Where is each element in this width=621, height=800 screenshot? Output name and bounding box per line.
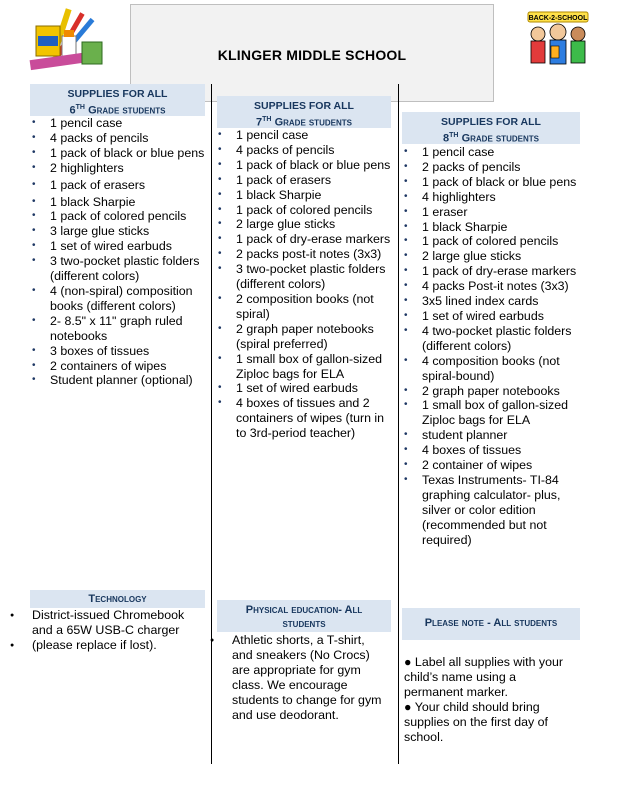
seventh-grade-supply-list bbox=[216, 128, 394, 441]
list-item: • 1 pack of dry-erase markers bbox=[402, 264, 584, 279]
list-item: • 1 black Sharpie bbox=[30, 195, 208, 210]
list-item: • 2 composition books (not spiral) bbox=[216, 292, 394, 322]
list-item: • 1 pack of black or blue pens bbox=[216, 158, 394, 173]
list-item: • 1 black Sharpie bbox=[216, 188, 394, 203]
list-item: • 2 containers of wipes bbox=[30, 359, 208, 374]
list-item: • 1 pack of colored pencils bbox=[216, 203, 394, 218]
list-item: • 2 container of wipes bbox=[402, 458, 584, 473]
column-divider-right bbox=[398, 84, 399, 764]
list-item: • Texas Instruments- TI-84 graphing calculator- plus, silver or color edition (recommended but not required) bbox=[402, 473, 584, 548]
list-item: • 2 packs post-it notes (3x3) bbox=[216, 247, 394, 262]
list-item: • 1 pack of black or blue pens bbox=[402, 175, 584, 190]
list-item: • 1 pack of erasers bbox=[30, 178, 208, 193]
technology-list bbox=[10, 608, 206, 653]
list-item: • 3x5 lined index cards bbox=[402, 294, 584, 309]
list-item: • 4 composition books (not spiral-bound) bbox=[402, 354, 584, 384]
list-item: • 4 boxes of tissues and 2 containers of wipes (turn in to 3rd-period teacher) bbox=[216, 396, 394, 441]
list-item: • 4 highlighters bbox=[402, 190, 584, 205]
list-item: • student planner bbox=[402, 428, 584, 443]
list-item: • 4 two-pocket plastic folders (different colors) bbox=[402, 324, 584, 354]
list-item: • 1 pack of erasers bbox=[216, 173, 394, 188]
note-line: ● Label all supplies with your child’s name using a permanent marker. bbox=[404, 655, 564, 699]
list-item: • 2 packs of pencils bbox=[402, 160, 584, 175]
pe-list bbox=[210, 633, 386, 722]
list-item: • 1 pack of dry-erase markers bbox=[216, 232, 394, 247]
list-item: ● (please replace if lost). bbox=[10, 638, 206, 653]
list-item: • 1 pencil case bbox=[30, 116, 208, 131]
list-item: • 1 set of wired earbuds bbox=[30, 239, 208, 254]
list-item: • 3 two-pocket plastic folders (different colors) bbox=[216, 262, 394, 292]
list-item: • 1 pack of black or blue pens bbox=[30, 146, 208, 161]
list-item: • 2- 8.5" x 11" graph ruled notebooks bbox=[30, 314, 208, 344]
please-note-text bbox=[404, 655, 576, 745]
list-item: • Student planner (optional) bbox=[30, 373, 208, 388]
eighth-grade-header-line1: SUPPLIES FOR ALL bbox=[441, 116, 541, 128]
list-item: • 1 small box of gallon-sized Ziploc bags for ELA bbox=[402, 398, 584, 428]
list-item: • 2 large glue sticks bbox=[402, 249, 584, 264]
eighth-grade-header bbox=[402, 112, 580, 144]
list-item: • 4 packs of pencils bbox=[216, 143, 394, 158]
seventh-grade-header bbox=[217, 96, 391, 128]
pe-header: Physical education- All students bbox=[217, 600, 391, 632]
list-item: • 2 graph paper notebooks (spiral preferred) bbox=[216, 322, 394, 352]
list-item: • 3 two-pocket plastic folders (different colors) bbox=[30, 254, 208, 284]
eighth-grade-header-line2: 8TH Grade students bbox=[443, 132, 539, 145]
list-item: • 4 (non-spiral) composition books (different colors) bbox=[30, 284, 208, 314]
school-supplies-clipart bbox=[28, 6, 106, 74]
list-item: • 1 set of wired earbuds bbox=[216, 381, 394, 396]
list-item: • 1 pencil case bbox=[402, 145, 584, 160]
list-item: • 2 highlighters bbox=[30, 161, 208, 176]
list-item: • 1 pack of colored pencils bbox=[30, 209, 208, 224]
sixth-grade-header-line2: 6TH Grade students bbox=[69, 104, 166, 117]
seventh-grade-header-line1: SUPPLIES FOR ALL bbox=[254, 100, 354, 112]
list-item: • 4 packs Post-it notes (3x3) bbox=[402, 279, 584, 294]
list-item: • 1 pencil case bbox=[216, 128, 394, 143]
sixth-grade-supply-list bbox=[30, 116, 208, 388]
list-item: ● District-issued Chromebook and a 65W USB-C charger bbox=[10, 608, 206, 638]
school-title: KLINGER MIDDLE SCHOOL bbox=[217, 47, 407, 63]
back-to-school-banner: BACK-2-SCHOOL bbox=[528, 15, 588, 22]
list-item: • 1 eraser bbox=[402, 205, 584, 220]
sixth-grade-header bbox=[30, 84, 205, 116]
list-item: ● Athletic shorts, a T-shirt, and sneakers (No Crocs) are appropriate for gym class. We encourage students to change for gym and use deodorant. bbox=[210, 633, 386, 722]
list-item: • 1 set of wired earbuds bbox=[402, 309, 584, 324]
please-note-header: Please note - All students bbox=[402, 608, 580, 640]
eighth-grade-supply-list bbox=[402, 145, 584, 547]
technology-header: Technology bbox=[30, 590, 205, 608]
list-item: • 1 small box of gallon-sized Ziploc bags for ELA bbox=[216, 352, 394, 382]
list-item: • 3 boxes of tissues bbox=[30, 344, 208, 359]
list-item: • 4 packs of pencils bbox=[30, 131, 208, 146]
list-item: • 2 large glue sticks bbox=[216, 217, 394, 232]
seventh-grade-header-line2: 7TH Grade students bbox=[256, 116, 352, 129]
list-item: • 1 black Sharpie bbox=[402, 220, 584, 235]
sixth-grade-header-line1: SUPPLIES FOR ALL bbox=[67, 88, 168, 100]
list-item: • 3 large glue sticks bbox=[30, 224, 208, 239]
list-item: • 4 boxes of tissues bbox=[402, 443, 584, 458]
back-to-school-kids-clipart bbox=[524, 10, 592, 72]
list-item: • 1 pack of colored pencils bbox=[402, 234, 584, 249]
list-item: • 2 graph paper notebooks bbox=[402, 384, 584, 399]
note-line: ● Your child should bring supplies on the first day of school. bbox=[404, 700, 548, 744]
